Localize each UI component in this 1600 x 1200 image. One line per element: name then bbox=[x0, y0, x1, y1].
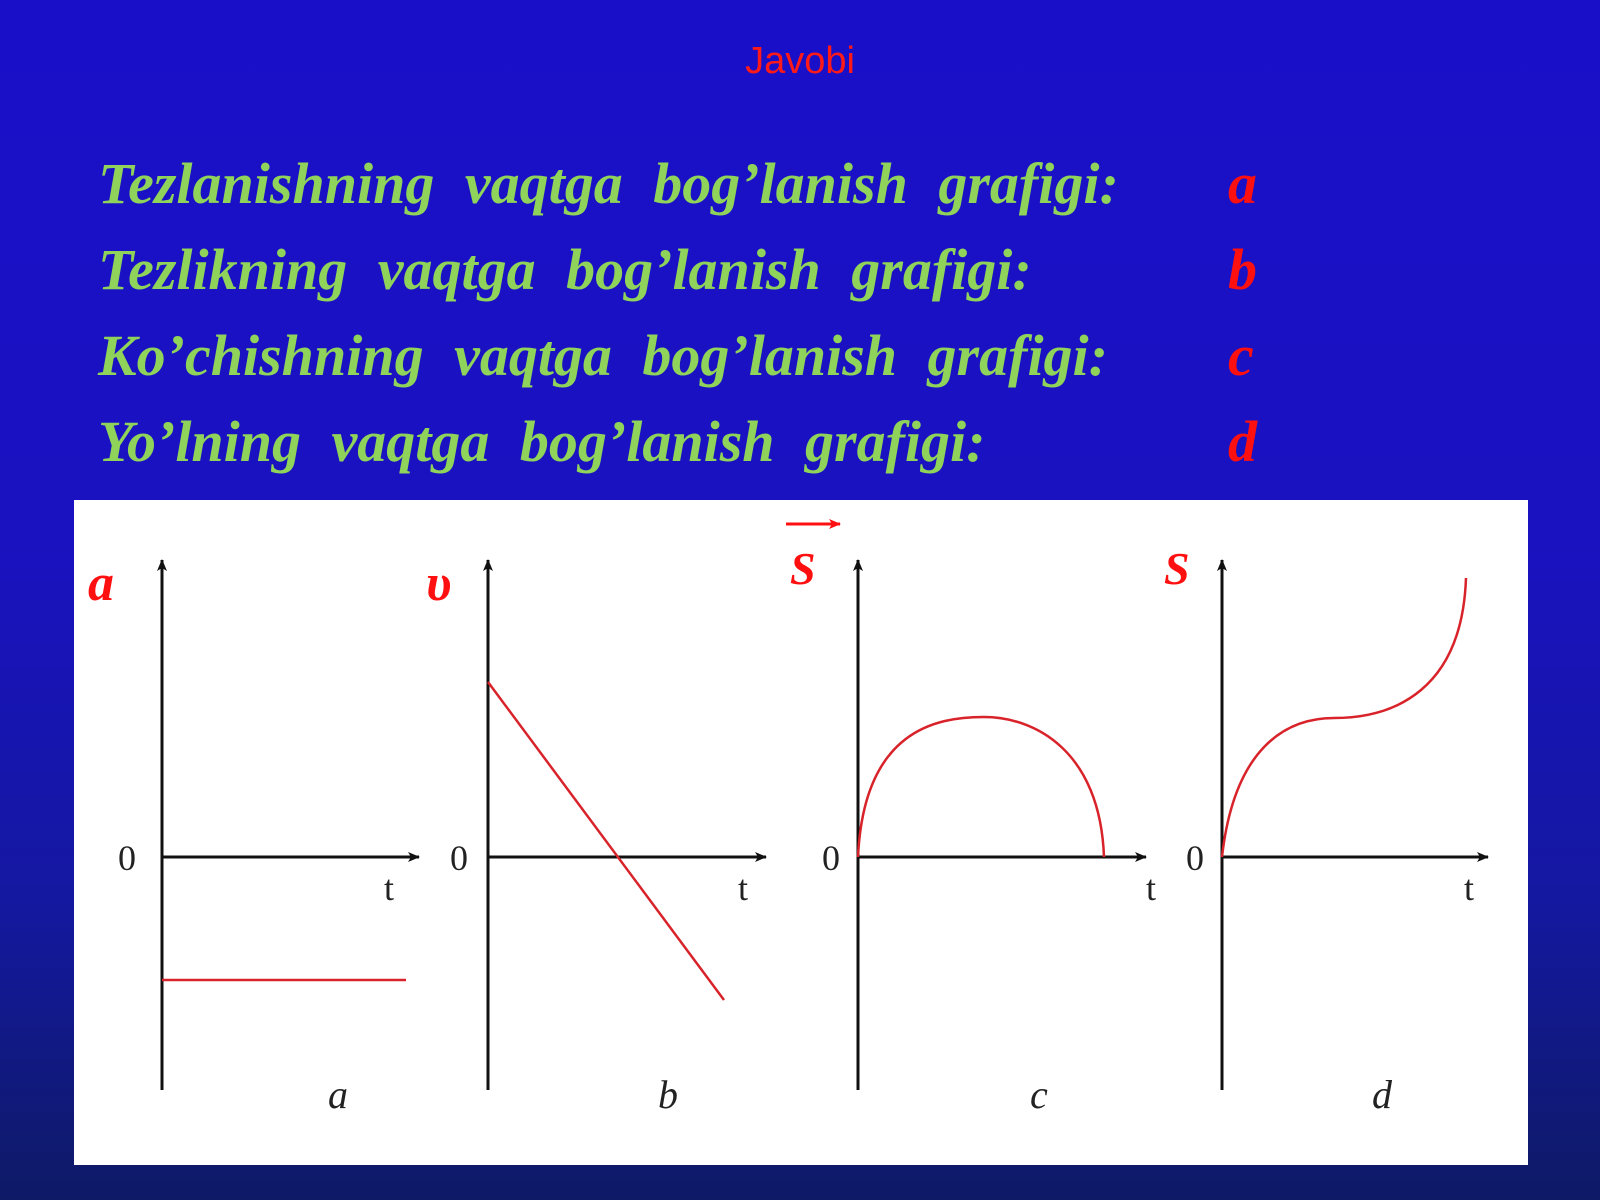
x-axis-label: t bbox=[1146, 868, 1157, 908]
y-axis-label: S bbox=[1164, 543, 1190, 594]
graph-caption: b bbox=[658, 1072, 678, 1117]
path-curve bbox=[1222, 578, 1466, 857]
velocity-line bbox=[488, 682, 724, 1000]
graph-caption: d bbox=[1372, 1072, 1392, 1117]
answer-line-acceleration bbox=[98, 150, 1278, 230]
origin-label: 0 bbox=[450, 838, 468, 878]
origin-label: 0 bbox=[118, 838, 136, 878]
graphs-panel bbox=[74, 500, 1528, 1165]
answer-text: Tezlanishning vaqtga bog’lanish grafigi: bbox=[98, 151, 1119, 216]
y-axis-label: a bbox=[88, 555, 114, 612]
answer-line-velocity bbox=[98, 236, 1278, 316]
graph-caption: c bbox=[1030, 1072, 1048, 1117]
graphs-svg bbox=[74, 500, 1528, 1165]
graph-caption: a bbox=[328, 1072, 348, 1117]
y-axis-label: S bbox=[790, 543, 816, 594]
x-axis-label: t bbox=[1464, 868, 1475, 908]
answer-line-displacement bbox=[98, 322, 1278, 402]
graph-d bbox=[1164, 543, 1488, 1117]
graph-b bbox=[426, 555, 766, 1117]
y-axis-label: υ bbox=[426, 555, 452, 612]
x-axis-label: t bbox=[384, 868, 395, 908]
answer-text: Ko’chishning vaqtga bog’lanish grafigi: bbox=[98, 323, 1108, 388]
answer-text: Yo’lning vaqtga bog’lanish grafigi: bbox=[98, 409, 986, 474]
graph-c bbox=[786, 524, 1156, 1117]
answer-line-path bbox=[98, 408, 1278, 488]
answer-text: Tezlikning vaqtga bog’lanish grafigi: bbox=[98, 237, 1032, 302]
displacement-curve bbox=[858, 717, 1104, 857]
origin-label: 0 bbox=[1186, 838, 1204, 878]
answer-letter: d bbox=[1228, 409, 1257, 474]
graph-a bbox=[88, 555, 419, 1117]
answer-letter: a bbox=[1228, 151, 1257, 216]
answer-letter: b bbox=[1228, 237, 1257, 302]
answer-letter: c bbox=[1228, 323, 1254, 388]
slide-title: Javobi bbox=[745, 40, 855, 82]
x-axis-label: t bbox=[738, 868, 749, 908]
origin-label: 0 bbox=[822, 838, 840, 878]
